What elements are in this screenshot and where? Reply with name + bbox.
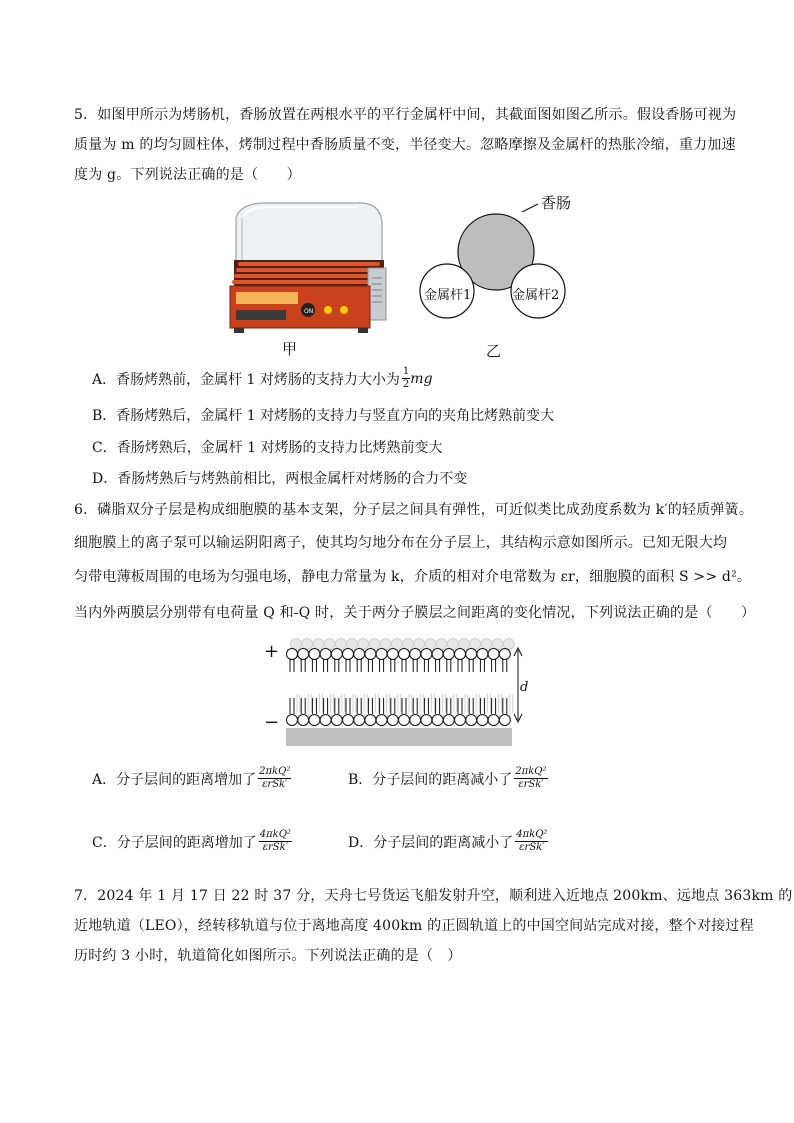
lipid-tail-back: [487, 694, 490, 712]
lipid-head: [499, 649, 510, 660]
figure-jia-label: 甲: [282, 340, 298, 358]
lipid-head-back: [324, 639, 335, 650]
lipid-head: [410, 649, 421, 660]
lipid-head: [320, 715, 331, 726]
lipid-head: [466, 649, 477, 660]
lipid-tail-back: [319, 694, 322, 712]
rod2-label: 金属杆2: [512, 288, 560, 303]
svg-text:ON: ON: [304, 308, 314, 315]
lipid-tail-back: [409, 694, 412, 712]
rod1-label: 金属杆1: [424, 288, 472, 303]
q6-option-d[interactable]: [348, 829, 548, 854]
lipid-tail-back: [387, 694, 390, 712]
bilayer-membrane-figure: [282, 628, 529, 750]
lipid-head: [477, 715, 488, 726]
lipid-tail-back: [499, 694, 502, 712]
lipid-head: [365, 649, 376, 660]
fraction-4pi: [259, 829, 292, 854]
q7-stem-line2: 近地轨道（LEO），经转移轨道与位于离地高度 400km 的正圆轨道上的中国空间站完成对接，整个对接过程: [74, 918, 754, 934]
lipid-head: [376, 649, 387, 660]
lipid-tail-back: [364, 694, 367, 712]
lipid-tail-back: [510, 694, 513, 712]
lipid-tail-back: [443, 694, 446, 712]
q5-option-b[interactable]: B．香肠烤熟后，金属杆 1 对烤肠的支持力与竖直方向的夹角比烤熟前变大: [92, 408, 555, 424]
lipid-tail-back: [331, 694, 334, 712]
lipid-tail-back: [465, 694, 468, 712]
fraction-denominator: εrSk′: [518, 779, 544, 790]
lipid-head-back: [302, 639, 313, 650]
lipid-head-back: [414, 639, 425, 650]
q5-option-d[interactable]: D．香肠烤熟后与烤熟前相比，两根金属杆对烤肠的合力不变: [92, 471, 468, 487]
lipid-head-back: [347, 639, 358, 650]
lipid-head-back: [358, 639, 369, 650]
lipid-head: [410, 715, 421, 726]
lipid-head-back: [492, 639, 503, 650]
lipid-tail-back: [308, 694, 311, 712]
figure-yi-label: 乙: [486, 342, 502, 360]
lipid-head-back: [503, 639, 514, 650]
lipid-head: [320, 649, 331, 660]
lipid-tail-back: [353, 694, 356, 712]
lipid-head: [421, 715, 432, 726]
q6-stem-line1: 6．磷脂双分子层是构成细胞膜的基本支架，分子层之间具有弹性，可近似类比成劲度系数为 k′的轻质弹簧。: [74, 502, 754, 518]
lipid-head: [287, 715, 298, 726]
lipid-head: [499, 715, 510, 726]
half-numerator: 1: [402, 366, 410, 377]
lipid-tail-back: [454, 694, 457, 712]
lipid-head: [455, 649, 466, 660]
q7-stem-line1: 7．2024 年 1 月 17 日 22 时 37 分，天舟七号货运飞船发射升空，顺利进入近地点 200km、远地点 363km 的: [74, 888, 793, 904]
lipid-head-back: [436, 639, 447, 650]
q5-option-a-text: A．香肠烤熟前，金属杆 1 对烤肠的支持力大小为: [92, 371, 400, 388]
fraction-2pi: [258, 766, 291, 791]
lipid-head: [331, 649, 342, 660]
sausage-label: 香肠: [541, 194, 572, 212]
lipid-head: [298, 649, 309, 660]
fraction-2pi: [514, 766, 547, 791]
lipid-tail-back: [431, 694, 434, 712]
q6-option-a-text: A．分子层间的距离增加了: [92, 771, 257, 788]
q5-option-a[interactable]: [92, 366, 433, 391]
lipid-head: [309, 715, 320, 726]
lipid-head: [488, 715, 499, 726]
q6-option-c[interactable]: [92, 829, 292, 854]
lipid-head-back: [403, 639, 414, 650]
lipid-head: [432, 649, 443, 660]
q7-stem-line3: 历时约 3 小时，轨道简化如图所示。下列说法正确的是（ ）: [74, 948, 462, 964]
half-denominator: 2: [402, 379, 410, 390]
lipid-tail-back: [476, 694, 479, 712]
lipid-head: [455, 715, 466, 726]
lipid-head: [443, 649, 454, 660]
lipid-head: [365, 715, 376, 726]
q6-option-b-text: B．分子层间的距离减小了: [348, 771, 513, 788]
q6-stem-line2: 细胞膜上的离子泵可以输运阴阳离子，使其均匀地分布在分子层上，其结构示意如图所示。已知无限大均: [74, 535, 728, 551]
fraction-4pi: [515, 829, 548, 854]
fraction-numerator: 4πkQ²: [259, 829, 291, 840]
fraction-denominator: εrSk′: [262, 842, 288, 853]
lipid-head-back: [425, 639, 436, 650]
half-fraction: [402, 366, 410, 391]
hotdog-machine-figure: [222, 198, 388, 338]
lipid-head: [466, 715, 477, 726]
fraction-numerator: 2πkQ²: [259, 766, 291, 777]
lipid-head: [443, 715, 454, 726]
lipid-head-back: [369, 639, 380, 650]
lipid-head-back: [313, 639, 324, 650]
q6-stem-line3: 匀带电薄板周围的电场为匀强电场，静电力常量为 k，介质的相对介电常数为 εr，细胞膜的面积 S >> d²。: [74, 569, 752, 585]
lipid-head-back: [391, 639, 402, 650]
lipid-head: [387, 649, 398, 660]
q6-option-a[interactable]: [92, 766, 291, 791]
lipid-head: [399, 715, 410, 726]
fraction-denominator: εrSk′: [519, 842, 545, 853]
lipid-head: [432, 715, 443, 726]
lipid-head-back: [335, 639, 346, 650]
fraction-numerator: 4πkQ²: [516, 829, 548, 840]
lipid-tail-back: [375, 694, 378, 712]
lipid-head: [354, 715, 365, 726]
q5-option-c[interactable]: C．香肠烤熟后，金属杆 1 对烤肠的支持力比烤熟前变大: [92, 440, 443, 456]
lipid-head: [421, 649, 432, 660]
lipid-tail-back: [398, 694, 401, 712]
q5-stem-line1: 5．如图甲所示为烤肠机，香肠放置在两根水平的平行金属杆中间，其截面图如图乙所示。假设香肠可视为: [74, 107, 737, 123]
lipid-head: [309, 649, 320, 660]
lipid-head-back: [291, 639, 302, 650]
lipid-head: [477, 649, 488, 660]
lipid-tail-back: [342, 694, 345, 712]
lipid-tail-back: [420, 694, 423, 712]
lipid-head-back: [447, 639, 458, 650]
lipid-head-back: [470, 639, 481, 650]
lipid-head: [287, 649, 298, 660]
plus-sign: +: [264, 641, 280, 662]
lipid-head: [376, 715, 387, 726]
lipid-head: [343, 649, 354, 660]
q5-stem-line3: 度为 g。下列说法正确的是（ ）: [74, 167, 301, 183]
d-label: d: [520, 680, 529, 695]
lipid-head: [331, 715, 342, 726]
lipid-tail-back: [297, 694, 300, 712]
lipid-head: [343, 715, 354, 726]
fraction-numerator: 2πkQ²: [515, 766, 547, 777]
q6-option-c-text: C．分子层间的距离增加了: [92, 834, 257, 851]
lipid-head: [399, 649, 410, 660]
lipid-head-back: [380, 639, 391, 650]
q6-stem-line4: 当内外两膜层分别带有电荷量 Q 和-Q 时，关于两分子膜层之间距离的变化情况，下列说法正确的是（ ）: [74, 605, 756, 621]
lipid-head: [298, 715, 309, 726]
q5-stem-line2: 质量为 m 的均匀圆柱体，烤制过程中香肠质量不变，半径变大。忽略摩擦及金属杆的热胀冷缩，重力加速: [74, 137, 736, 153]
lipid-head: [354, 649, 365, 660]
q5-option-a-tail: mg: [410, 370, 433, 387]
q6-option-b[interactable]: [348, 766, 548, 791]
q6-option-d-text: D．分子层间的距离减小了: [348, 834, 514, 851]
lipid-head: [387, 715, 398, 726]
lipid-head-back: [459, 639, 470, 650]
minus-sign: −: [264, 712, 280, 733]
lipid-head-back: [481, 639, 492, 650]
lipid-head: [488, 649, 499, 660]
fraction-denominator: εrSk′: [262, 779, 288, 790]
